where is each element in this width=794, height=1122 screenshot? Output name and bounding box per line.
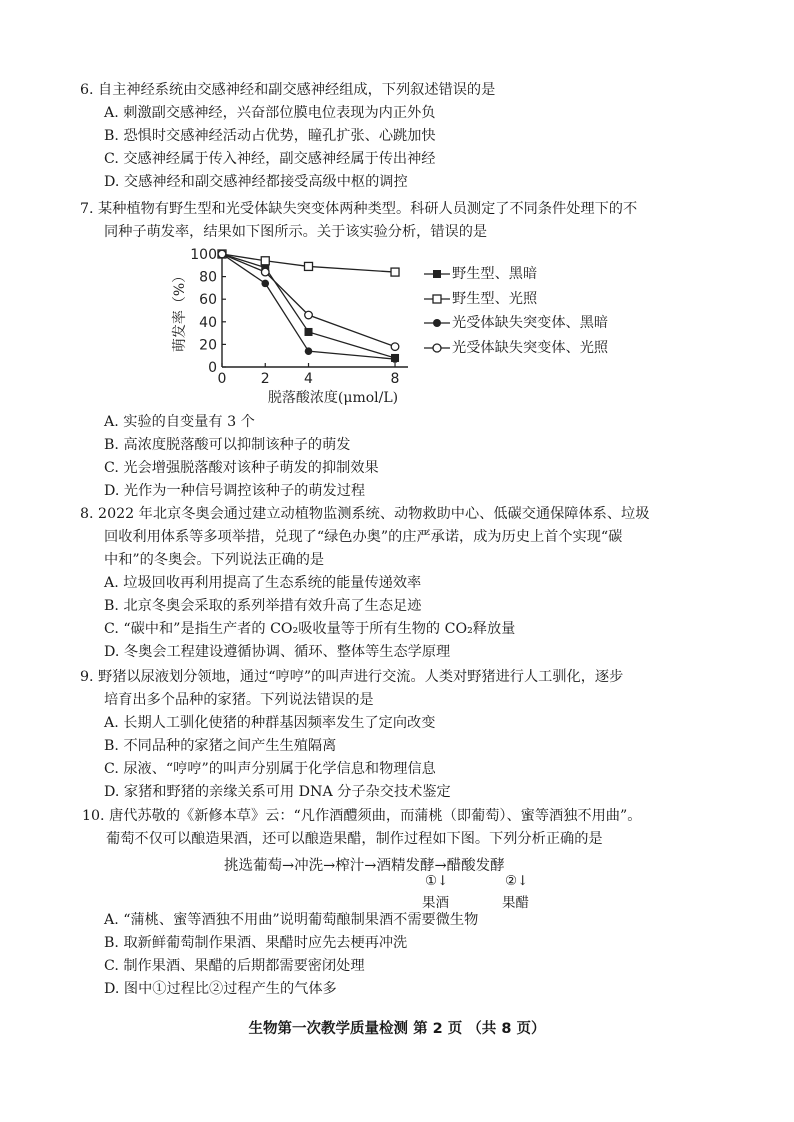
question-10-stem-line2: 葡萄不仅可以酿造果酒，还可以酿造果醋，制作过程如下图。下列分析正确的是 [106, 831, 603, 847]
question-6-option-d: D. 交感神经和副交感神经都接受高级中枢的调控 [104, 174, 408, 190]
question-7-options [104, 411, 379, 503]
chart-svg [168, 244, 468, 409]
question-9-option-b: B. 不同品种的家猪之间产生生殖隔离 [104, 738, 337, 754]
y-tick-label: 60 [199, 292, 217, 309]
question-10-option-b: B. 取新鲜葡萄制作果酒、果醋时应先去梗再冲洗 [104, 935, 408, 951]
question-8-option-b: B. 北京冬奥会采取的系列举措有效升高了生态足迹 [104, 598, 422, 614]
data-point [305, 262, 313, 270]
question-10-option-c: C. 制作果酒、果醋的后期都需要密闭处理 [104, 958, 365, 974]
process-product-1: 果酒 [422, 895, 449, 911]
data-point [261, 257, 269, 265]
legend-item-wild-light [424, 287, 608, 312]
y-tick-label: 100 [190, 247, 217, 263]
question-9-stem-line1: 9. 野猪以尿液划分领地，通过“哼哼”的叫声进行交流。人类对野猪进行人工驯化，逐步 [80, 669, 624, 685]
process-flow: 挑选葡萄→冲洗→榨汁→酒精发酵→醋酸发酵 [224, 858, 505, 874]
data-point [305, 311, 313, 319]
legend-label: 光受体缺失突变体、光照 [452, 339, 609, 356]
question-9-stem-line2: 培育出多个品种的家猪。下列说法错误的是 [104, 692, 374, 708]
germination-chart [168, 244, 468, 409]
question-6-option-a: A. 刺激副交感神经，兴奋部位膜电位表现为内正外负 [104, 105, 436, 121]
process-mark-1: ①↓ [425, 873, 449, 889]
question-7-stem-line2: 同种子萌发率，结果如下图所示。关于该实验分析，错误的是 [104, 224, 488, 240]
question-6-option-b: B. 恐惧时交感神经活动占优势，瞳孔扩张、心跳加快 [104, 128, 436, 144]
question-7-option-b: B. 高浓度脱落酸可以抑制该种子的萌发 [104, 437, 351, 453]
legend-label: 光受体缺失突变体、黑暗 [452, 315, 609, 331]
process-mark-2: ②↓ [505, 873, 529, 889]
data-point [261, 280, 269, 288]
question-8-stem-line1: 8. 2022 年北京冬奥会通过建立动植物监测系统、动物救助中心、低碳交通保障体系、垃圾 [80, 506, 650, 522]
y-axis-label: 萌发率（%） [172, 268, 188, 353]
question-8-option-d: D. 冬奥会工程建设遵循协调、循环、整体等生态学原理 [104, 644, 451, 660]
legend-item-wild-dark [424, 262, 608, 287]
x-axis-label: 脱落酸浓度(μmol/L) [267, 390, 399, 406]
open-circle-marker-icon [424, 342, 450, 354]
data-point [305, 347, 313, 355]
legend-item-mutant-dark [424, 311, 608, 336]
y-tick-label: 80 [199, 269, 217, 286]
question-7-stem-line1: 7. 某种植物有野生型和光受体缺失突变体两种类型。科研人员测定了不同条件处理下的不 [80, 201, 638, 217]
x-tick-label: 8 [390, 371, 400, 387]
question-9-option-a: A. 长期人工驯化使猪的种群基因频率发生了定向改变 [104, 715, 436, 731]
question-9-option-c: C. 尿液、“哼哼”的叫声分别属于化学信息和物理信息 [104, 761, 436, 777]
y-tick-label: 40 [199, 314, 217, 331]
question-8-stem-line2: 回收利用体系等多项举措，兑现了“绿色办奥”的庄严承诺，成为历史上首个实现“碳 [104, 529, 623, 545]
question-10 [82, 805, 641, 851]
question-6 [80, 79, 496, 194]
data-point [391, 355, 399, 363]
legend-item-mutant-light [424, 336, 608, 361]
page-footer: 生物第一次教学质量检测 第 2 页 （共 8 页） [248, 1021, 546, 1037]
data-point [261, 268, 269, 276]
y-tick-label: 0 [208, 360, 217, 376]
question-8 [80, 503, 649, 664]
filled-square-marker-icon [424, 268, 450, 280]
question-10-option-a: A. “蒲桃、蜜等酒独不用曲”说明葡萄酿制果酒不需要微生物 [104, 912, 479, 928]
question-8-stem-line3: 中和”的冬奥会。下列说法正确的是 [104, 552, 325, 568]
question-6-option-c: C. 交感神经属于传入神经，副交感神经属于传出神经 [104, 151, 436, 167]
question-9 [80, 666, 623, 804]
x-tick-label: 4 [304, 371, 313, 387]
data-point [218, 250, 226, 258]
question-7-option-a: A. 实验的自变量有 3 个 [104, 414, 255, 430]
legend-label: 野生型、黑暗 [452, 266, 538, 282]
legend-label: 野生型、光照 [452, 290, 538, 307]
question-10-options [104, 909, 478, 1001]
data-point [391, 343, 399, 351]
filled-circle-marker-icon [424, 317, 450, 329]
question-8-option-a: A. 垃圾回收再利用提高了生态系统的能量传递效率 [104, 575, 422, 591]
process-product-2: 果醋 [502, 895, 529, 911]
question-7-option-c: C. 光会增强脱落酸对该种子萌发的抑制效果 [104, 460, 379, 476]
question-10-stem-line1: 10. 唐代苏敬的《新修本草》云：“凡作酒醴须曲，而蒲桃（即葡萄）、蜜等酒独不用曲”。 [82, 808, 642, 824]
question-6-stem: 6. 自主神经系统由交感神经和副交感神经组成，下列叙述错误的是 [80, 82, 496, 98]
question-10-option-d: D. 图中①过程比②过程产生的气体多 [104, 981, 337, 997]
question-7-option-d: D. 光作为一种信号调控该种子的萌发过程 [104, 483, 366, 499]
x-tick-label: 2 [260, 371, 270, 387]
question-9-option-d: D. 家猪和野猪的亲缘关系可用 DNA 分子杂交技术鉴定 [104, 784, 451, 800]
question-8-option-c: C. “碳中和”是指生产者的 CO₂吸收量等于所有生物的 CO₂释放量 [104, 621, 516, 637]
question-7 [80, 198, 637, 244]
x-tick-label: 0 [217, 371, 227, 387]
data-point [391, 268, 399, 276]
chart-legend [424, 262, 608, 360]
y-tick-label: 20 [199, 337, 217, 354]
data-point [305, 328, 313, 336]
open-square-marker-icon [424, 293, 450, 305]
